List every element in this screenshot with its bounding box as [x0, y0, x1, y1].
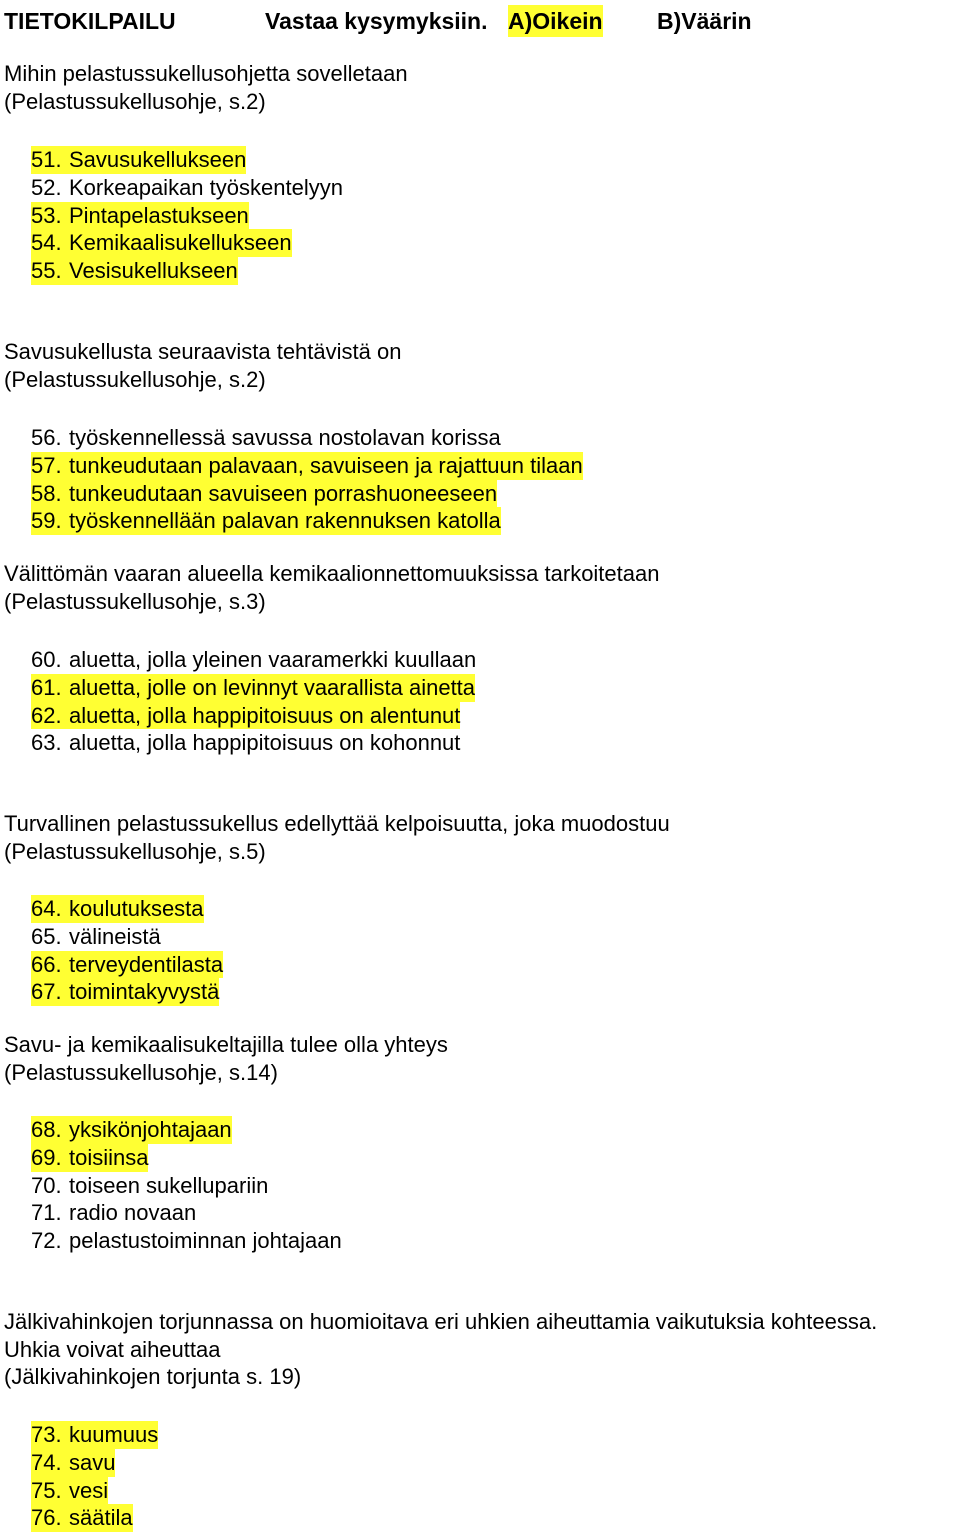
answer-number: 71.	[31, 1200, 62, 1226]
answer-number: 52.	[31, 174, 62, 200]
answer-text: säätila	[69, 1505, 133, 1531]
answer-item	[4, 1227, 956, 1255]
answer-number: 69.	[31, 1144, 62, 1170]
answer-item	[4, 1504, 956, 1532]
answer-item	[4, 729, 956, 757]
answer-text: toisiinsa	[69, 1144, 149, 1170]
question-text: Savu- ja kemikaalisukeltajilla tulee olla yhteys	[4, 1032, 448, 1057]
answer-item	[4, 702, 956, 730]
answer-text: työskennellessä savussa nostolavan korissa	[69, 425, 501, 450]
answer-text: savu	[69, 1449, 116, 1475]
answer-text: terveydentilasta	[69, 951, 224, 977]
highlighted-answer	[31, 978, 219, 1006]
answer-item	[4, 174, 956, 202]
answer-text: pelastustoiminnan johtajaan	[69, 1228, 342, 1254]
answer-text: toiseen sukellupariin	[69, 1172, 269, 1198]
answer-number: 60.	[31, 647, 62, 672]
answer-item	[4, 923, 956, 951]
highlighted-answer	[31, 1504, 133, 1532]
answer	[31, 1199, 196, 1227]
highlighted-answer	[31, 674, 475, 702]
answer-text: työskennellään palavan rakennuksen katolla	[69, 508, 501, 534]
answer-text: Korkeapaikan työskentelyyn	[69, 174, 343, 200]
answer-number: 76.	[31, 1505, 62, 1531]
answer-number: 59.	[31, 508, 62, 534]
answer-list	[4, 1116, 956, 1255]
question-reference: (Pelastussukellusohje, s.2)	[4, 366, 266, 392]
answer-number: 75.	[31, 1477, 62, 1503]
answer	[31, 1172, 268, 1200]
answer-number: 70.	[31, 1172, 62, 1198]
answer-item	[4, 424, 956, 452]
question-text: Savusukellusta seuraavista tehtävistä on	[4, 339, 402, 364]
answer-item	[4, 1421, 956, 1449]
answer	[31, 729, 460, 757]
answer-number: 72.	[31, 1228, 62, 1254]
question-block	[4, 1031, 956, 1086]
highlighted-answer	[31, 507, 501, 535]
answer-text: koulutuksesta	[69, 896, 204, 921]
answer-number: 54.	[31, 230, 62, 256]
answer-text: yksikönjohtajaan	[69, 1117, 232, 1142]
highlighted-answer	[31, 1421, 158, 1449]
answer-number: 74.	[31, 1449, 62, 1475]
highlighted-answer	[31, 257, 238, 285]
highlighted-answer	[31, 895, 204, 923]
answer-number: 53.	[31, 202, 62, 228]
answer-number: 66.	[31, 951, 62, 977]
highlighted-answer	[31, 146, 246, 174]
answer-number: 61.	[31, 674, 62, 700]
answer-item	[4, 257, 956, 285]
option-b-label: B)Väärin	[657, 8, 752, 34]
answer-item	[4, 674, 956, 702]
question-reference: (Pelastussukellusohje, s.2)	[4, 88, 266, 114]
answer-list	[4, 895, 956, 1006]
answer-text: radio novaan	[69, 1200, 197, 1226]
answer	[31, 646, 476, 674]
highlighted-answer	[31, 1477, 108, 1505]
highlighted-answer	[31, 202, 249, 230]
answer-number: 73.	[31, 1422, 62, 1447]
answer-list	[4, 424, 956, 535]
answer-text: kuumuus	[69, 1422, 159, 1447]
answer-number: 51.	[31, 147, 62, 172]
highlighted-answer	[31, 452, 583, 480]
answer-text: Vesisukellukseen	[69, 258, 238, 284]
answer-text: aluetta, jolle on levinnyt vaarallista ainetta	[69, 674, 476, 700]
answer-text: välineistä	[69, 923, 161, 949]
answer-item	[4, 507, 956, 535]
answer-item	[4, 1116, 956, 1144]
answer-text: Kemikaalisukellukseen	[69, 230, 292, 256]
answer-number: 57.	[31, 452, 62, 478]
highlighted-answer	[31, 480, 497, 508]
answer-item	[4, 895, 956, 923]
answer	[31, 424, 501, 452]
highlighted-answer	[31, 1449, 115, 1477]
answer-number: 68.	[31, 1117, 62, 1142]
answer-number: 58.	[31, 480, 62, 506]
highlighted-answer	[31, 1116, 232, 1144]
answer-item	[4, 480, 956, 508]
answer-number: 63.	[31, 730, 62, 756]
answer-number: 67.	[31, 979, 62, 1005]
answer-text: toimintakyvystä	[69, 979, 220, 1005]
highlighted-answer	[31, 1144, 148, 1172]
answer-item	[4, 202, 956, 230]
answer	[31, 923, 161, 951]
quiz-header	[4, 5, 954, 37]
answer-list	[4, 646, 956, 757]
answer-text: vesi	[69, 1477, 109, 1503]
question-block	[4, 60, 956, 115]
answer-number: 55.	[31, 258, 62, 284]
question-text: Mihin pelastussukellusohjetta sovelletaan	[4, 61, 408, 86]
quiz-title: TIETOKILPAILU	[4, 8, 176, 34]
answer	[31, 174, 343, 202]
answer-item	[4, 146, 956, 174]
option-a-label: A)Oikein	[508, 5, 603, 37]
question-block	[4, 560, 956, 615]
highlighted-answer	[31, 229, 292, 257]
question-reference: (Pelastussukellusohje, s.5)	[4, 838, 266, 864]
answer-item	[4, 646, 956, 674]
question-block	[4, 810, 956, 865]
answer-text: aluetta, jolla happipitoisuus on alentunut	[69, 702, 461, 728]
answer-number: 56.	[31, 425, 62, 450]
answer-item	[4, 1144, 956, 1172]
answer-item	[4, 452, 956, 480]
question-reference: (Pelastussukellusohje, s.3)	[4, 588, 266, 614]
question-text: Uhkia voivat aiheuttaa	[4, 1336, 221, 1362]
question-block	[4, 1308, 956, 1391]
question-text: Jälkivahinkojen torjunnassa on huomioitava eri uhkien aiheuttamia vaikutuksia kohteessa.	[4, 1309, 878, 1334]
answer-text: tunkeudutaan palavaan, savuiseen ja rajattuun tilaan	[69, 452, 583, 478]
answer-item	[4, 229, 956, 257]
answer-text: tunkeudutaan savuiseen porrashuoneeseen	[69, 480, 498, 506]
answer-item	[4, 1477, 956, 1505]
answer-number: 65.	[31, 923, 62, 949]
answer-item	[4, 978, 956, 1006]
answer-number: 64.	[31, 896, 62, 921]
question-reference: (Pelastussukellusohje, s.14)	[4, 1059, 278, 1085]
answer-number: 62.	[31, 702, 62, 728]
question-text: Turvallinen pelastussukellus edellyttää kelpoisuutta, joka muodostuu	[4, 811, 670, 836]
highlighted-answer	[31, 702, 460, 730]
answer-item	[4, 1172, 956, 1200]
question-text: Välittömän vaaran alueella kemikaalionnettomuuksissa tarkoitetaan	[4, 561, 660, 586]
quiz-instruction: Vastaa kysymyksiin.	[265, 8, 488, 34]
answer-list	[4, 146, 956, 285]
question-block	[4, 338, 956, 393]
answer-text: aluetta, jolla yleinen vaaramerkki kuullaan	[69, 647, 477, 672]
highlighted-answer	[31, 951, 223, 979]
answer-item	[4, 1199, 956, 1227]
answer-text: Savusukellukseen	[69, 147, 247, 172]
question-reference: (Jälkivahinkojen torjunta s. 19)	[4, 1364, 302, 1389]
answer-item	[4, 951, 956, 979]
answer-text: aluetta, jolla happipitoisuus on kohonnut	[69, 730, 461, 756]
answer	[31, 1227, 342, 1255]
answer-list	[4, 1421, 956, 1532]
answer-item	[4, 1449, 956, 1477]
answer-text: Pintapelastukseen	[69, 202, 249, 228]
